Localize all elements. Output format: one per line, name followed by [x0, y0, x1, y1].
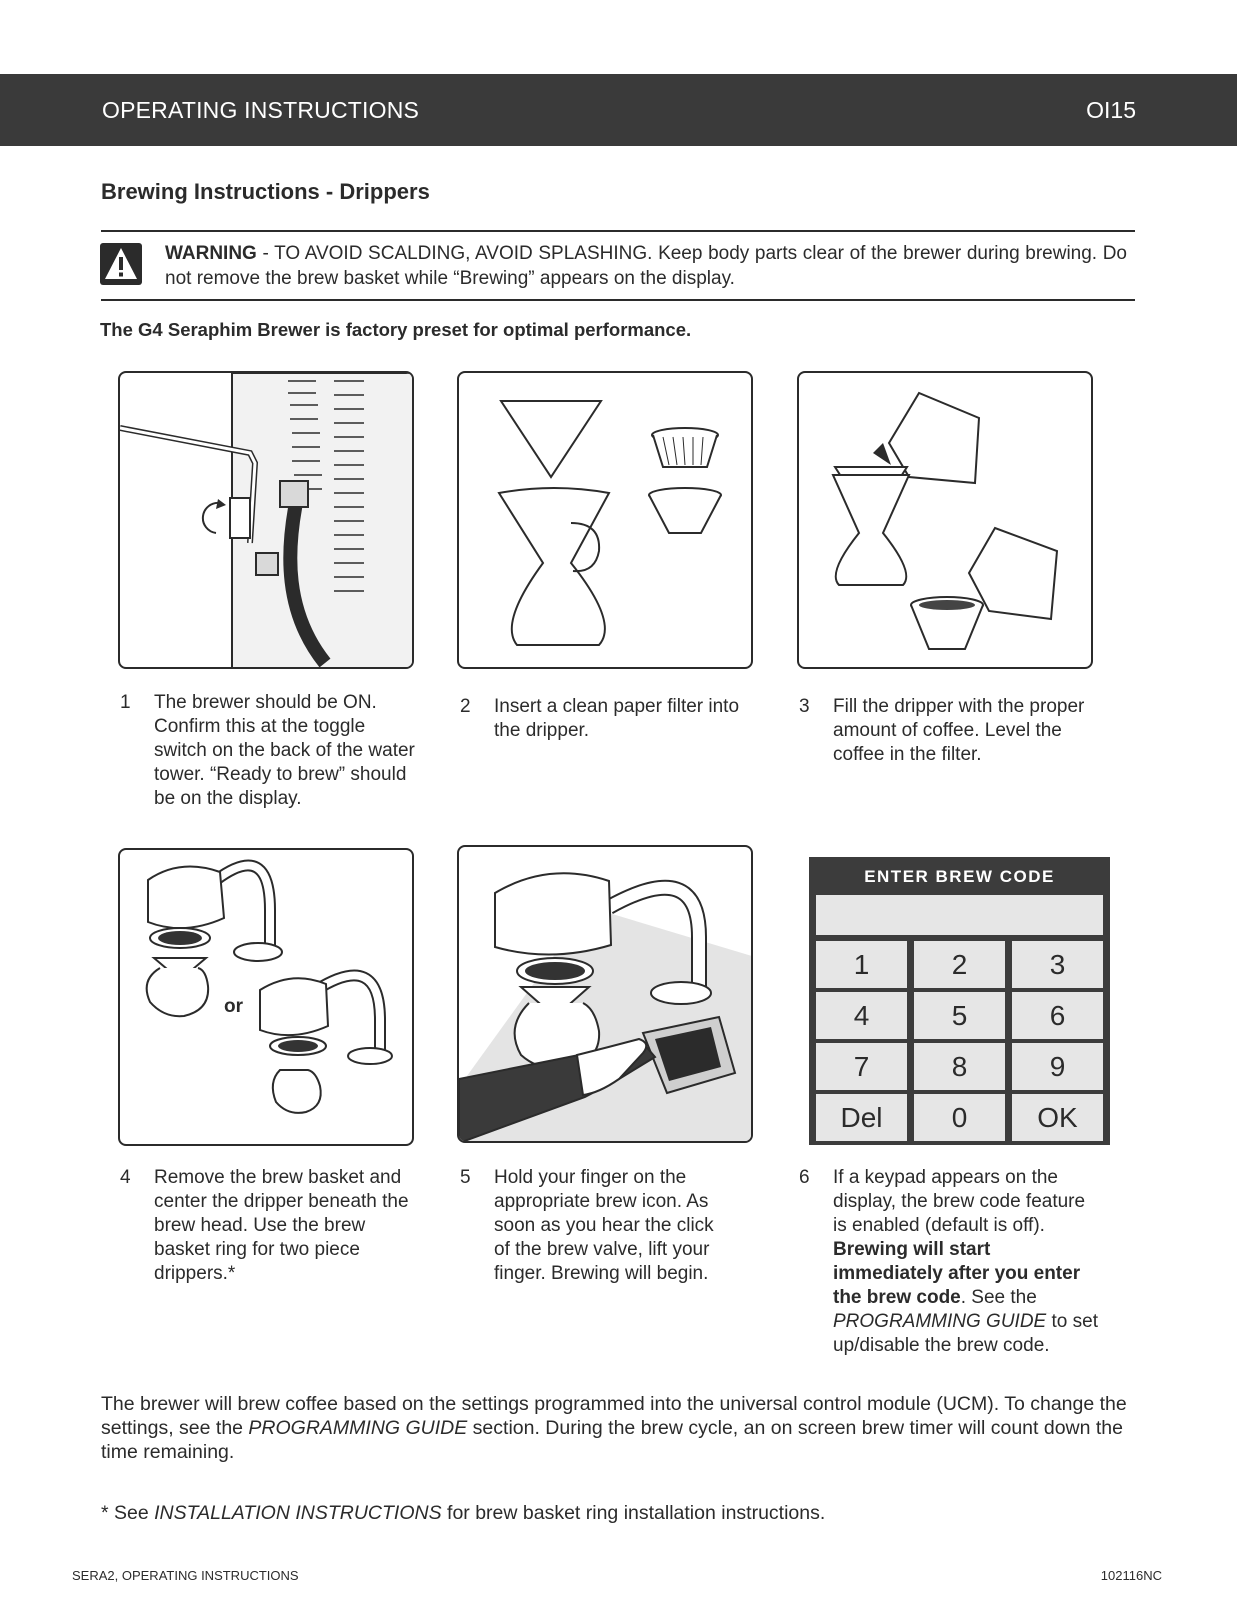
step-3 [799, 695, 1099, 767]
or-label: or [224, 996, 243, 1017]
footer-doc-title: SERA2, OPERATING INSTRUCTIONS [72, 1568, 299, 1583]
step-6 [799, 1166, 1099, 1358]
keypad-key-7[interactable]: 7 [816, 1043, 907, 1090]
keypad-key-4[interactable]: 4 [816, 992, 907, 1039]
step-6-programming-guide-ref: PROGRAMMING GUIDE [833, 1311, 1047, 1332]
step-number: 3 [799, 696, 810, 717]
step-4 [120, 1166, 420, 1286]
keypad-key-5[interactable]: 5 [914, 992, 1005, 1039]
step-number: 2 [460, 696, 471, 717]
step-text: Hold your finger on the appropriate brew icon. As soon as you hear the click of the brew valve, lift your finger. Brewing will begin. [494, 1167, 714, 1284]
warning-emphasis: - TO AVOID SCALDING, AVOID SPLASHING. [256, 243, 653, 264]
warning-body: Keep body parts clear of the brewer during brewing. Do not remove the brew basket while “Brewing” appears on the display. [165, 243, 1128, 289]
header-code: OI15 [1086, 97, 1136, 123]
keypad-key-8[interactable]: 8 [914, 1043, 1005, 1090]
keypad-key-3[interactable]: 3 [1012, 941, 1103, 988]
figure-filter-dripper [457, 371, 753, 669]
step-6-text-c: to set up/disable the brew code. [833, 1311, 1098, 1356]
summary-paragraph [101, 1392, 1141, 1464]
footnote-text-b: for brew basket ring installation instructions. [441, 1502, 826, 1524]
figure-touch-brew-icon [457, 845, 753, 1143]
figure-dripper-placement [118, 848, 414, 1146]
footer-doc-code: 102116NC [1100, 1568, 1162, 1583]
footnote-text-a: * See [101, 1502, 155, 1524]
step-number: 4 [120, 1167, 131, 1188]
keypad-display [816, 895, 1103, 935]
keypad-key-1[interactable]: 1 [816, 941, 907, 988]
header-title: OPERATING INSTRUCTIONS [102, 97, 420, 123]
step-text: Insert a clean paper filter into the dripper. [494, 696, 740, 741]
step-1 [120, 691, 420, 811]
summary-text-a: The brewer will brew coffee based on the settings programmed into the universal control module (UCM). To change the settings, see the [101, 1393, 1127, 1439]
step-number: 5 [460, 1167, 471, 1188]
step-6-text-a: If a keypad appears on the display, the brew code feature is enabled (default is off). [833, 1167, 1086, 1236]
step-text: The brewer should be ON. Confirm this at the toggle switch on the back of the water tower. “Ready to brew” should be on the display. [154, 692, 415, 809]
keypad-title: ENTER BREW CODE [864, 867, 1055, 886]
keypad-key-2[interactable]: 2 [914, 941, 1005, 988]
brew-code-keypad [809, 857, 1110, 1145]
keypad-key-6[interactable]: 6 [1012, 992, 1103, 1039]
step-6-text-bold: Brewing will start immediately after you enter the brew code [833, 1239, 1081, 1308]
warning-label: WARNING [165, 243, 257, 264]
footnote [101, 1502, 825, 1525]
keypad-key-0[interactable]: 0 [914, 1094, 1005, 1141]
step-2 [460, 695, 760, 743]
step-text: Remove the brew basket and center the dripper beneath the brew head. Use the brew basket ring for two piece drippers.* [154, 1167, 409, 1284]
warning-text [165, 241, 1127, 291]
step-text [833, 1166, 1103, 1358]
step-5 [460, 1166, 760, 1286]
keypad-key-ok[interactable]: OK [1012, 1094, 1103, 1141]
figure-toggle-switch [118, 371, 414, 669]
preset-note: The G4 Seraphim Brewer is factory preset for optimal performance. [100, 319, 692, 340]
keypad-key-9[interactable]: 9 [1012, 1043, 1103, 1090]
keypad-key-del[interactable]: Del [816, 1094, 907, 1141]
divider-top [101, 230, 1135, 232]
summary-text-b: section. During the brew cycle, an on screen brew timer will count down the time remaining. [101, 1417, 1123, 1463]
step-number: 6 [799, 1167, 810, 1188]
step-number: 1 [120, 692, 131, 713]
warning-triangle-icon [100, 243, 142, 285]
summary-programming-guide-ref: PROGRAMMING GUIDE [248, 1417, 468, 1439]
figure-fill-dripper [797, 371, 1093, 669]
footnote-installation-ref: INSTALLATION INSTRUCTIONS [154, 1502, 442, 1524]
section-title: Brewing Instructions - Drippers [101, 179, 430, 204]
step-text: Fill the dripper with the proper amount of coffee. Level the coffee in the filter. [833, 696, 1085, 765]
divider-bottom [101, 299, 1135, 301]
step-6-text-b: . See the [960, 1287, 1037, 1308]
